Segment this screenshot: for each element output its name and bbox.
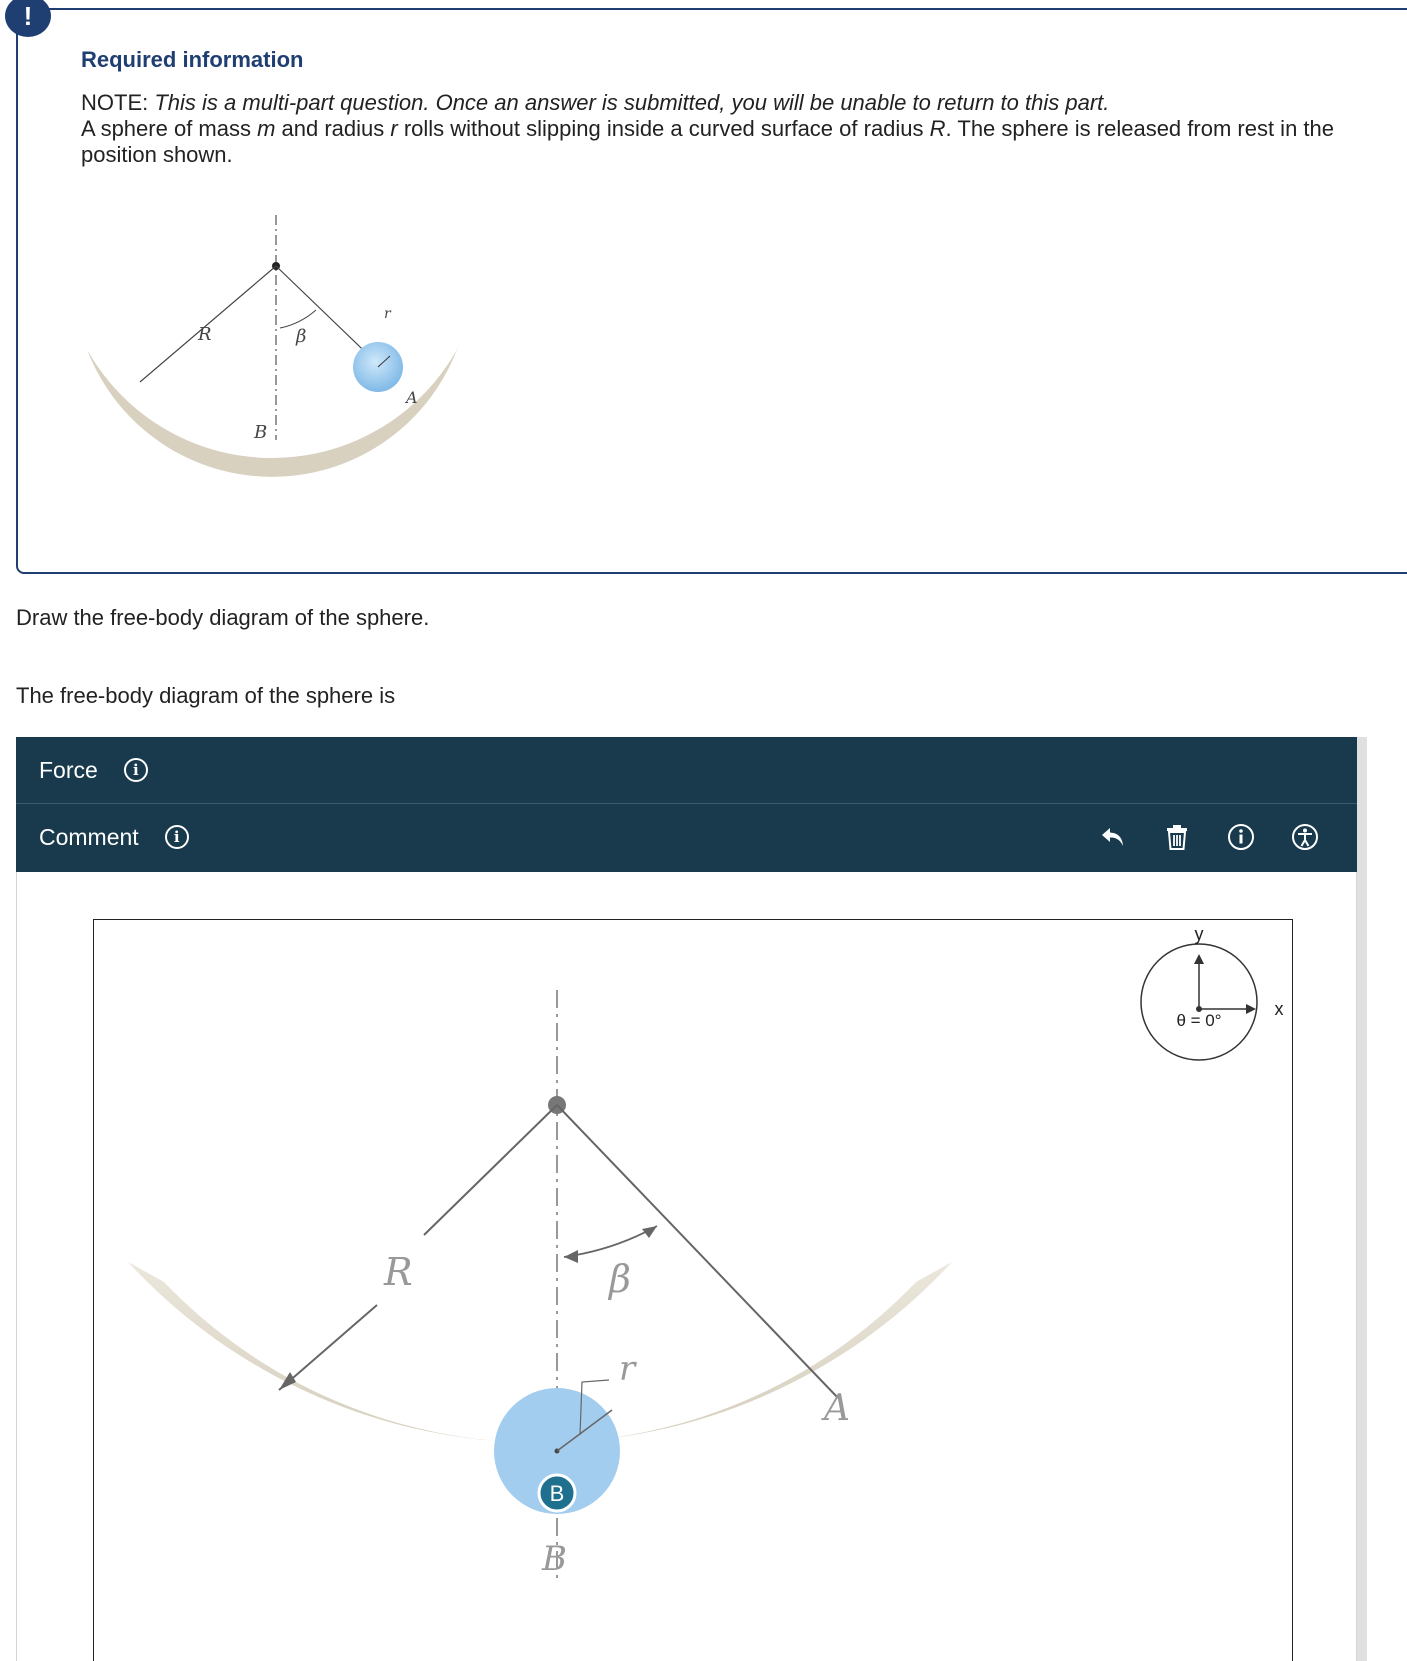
label-A: A bbox=[824, 1388, 850, 1429]
y-axis-label: y bbox=[1194, 924, 1204, 944]
undo-button[interactable] bbox=[1081, 817, 1145, 857]
comment-info-icon[interactable]: i bbox=[165, 825, 189, 849]
position-line bbox=[557, 1105, 838, 1398]
problem-text bbox=[81, 90, 1371, 168]
problem-statement: A sphere of mass m and radius r rolls without slipping inside a curved surface of radius R. The sphere is released from rest in the position shown. bbox=[81, 116, 1334, 167]
canvas-toolbar bbox=[1081, 804, 1337, 870]
note-label: NOTE: bbox=[81, 90, 149, 115]
instruction-text: Draw the free-body diagram of the sphere. bbox=[16, 605, 430, 630]
label-A: A bbox=[406, 388, 418, 407]
angle-readout: θ = 0° bbox=[1176, 1011, 1222, 1030]
label-beta: β bbox=[609, 1257, 631, 1301]
accessibility-icon bbox=[1291, 823, 1319, 851]
force-tool-row[interactable] bbox=[16, 737, 1357, 804]
angle-arrowhead-left bbox=[564, 1250, 578, 1263]
alert-icon: ! bbox=[5, 0, 51, 37]
drawing-canvas[interactable] bbox=[93, 919, 1293, 1661]
note-text: This is a multi-part question. Once an answer is submitted, you will be unable to return to this part. bbox=[154, 90, 1110, 115]
curved-surface bbox=[88, 340, 462, 477]
label-r: r bbox=[384, 306, 391, 322]
trash-icon bbox=[1164, 823, 1190, 851]
x-axis-label: x bbox=[1274, 999, 1284, 1019]
force-tool-label[interactable]: Force bbox=[39, 756, 98, 783]
label-r: r bbox=[619, 1349, 636, 1389]
label-B: B bbox=[254, 422, 268, 443]
comment-tool-label[interactable]: Comment bbox=[39, 823, 139, 850]
info-icon bbox=[1227, 823, 1255, 851]
label-B: B bbox=[542, 1539, 567, 1579]
canvas-figure bbox=[94, 920, 1294, 1661]
info-button[interactable] bbox=[1209, 817, 1273, 857]
required-info-title: Required information bbox=[81, 47, 304, 72]
label-R: R bbox=[384, 1250, 413, 1294]
point-marker-b[interactable] bbox=[539, 1475, 575, 1511]
delete-button[interactable] bbox=[1145, 817, 1209, 857]
tool-panel bbox=[16, 737, 1357, 872]
problem-figure bbox=[88, 210, 468, 480]
accessibility-button[interactable] bbox=[1273, 817, 1337, 857]
scrollbar[interactable] bbox=[1357, 737, 1367, 1661]
force-info-icon[interactable]: i bbox=[124, 758, 148, 782]
radius-line-lower bbox=[279, 1305, 377, 1390]
point-marker-label: B bbox=[549, 1481, 565, 1506]
label-R: R bbox=[198, 324, 212, 345]
undo-icon bbox=[1099, 823, 1127, 851]
label-beta: β bbox=[296, 326, 307, 347]
statement-text: The free-body diagram of the sphere is bbox=[16, 683, 396, 708]
axis-orientation-widget[interactable] bbox=[1130, 922, 1300, 1072]
radius-line-upper bbox=[424, 1105, 557, 1235]
